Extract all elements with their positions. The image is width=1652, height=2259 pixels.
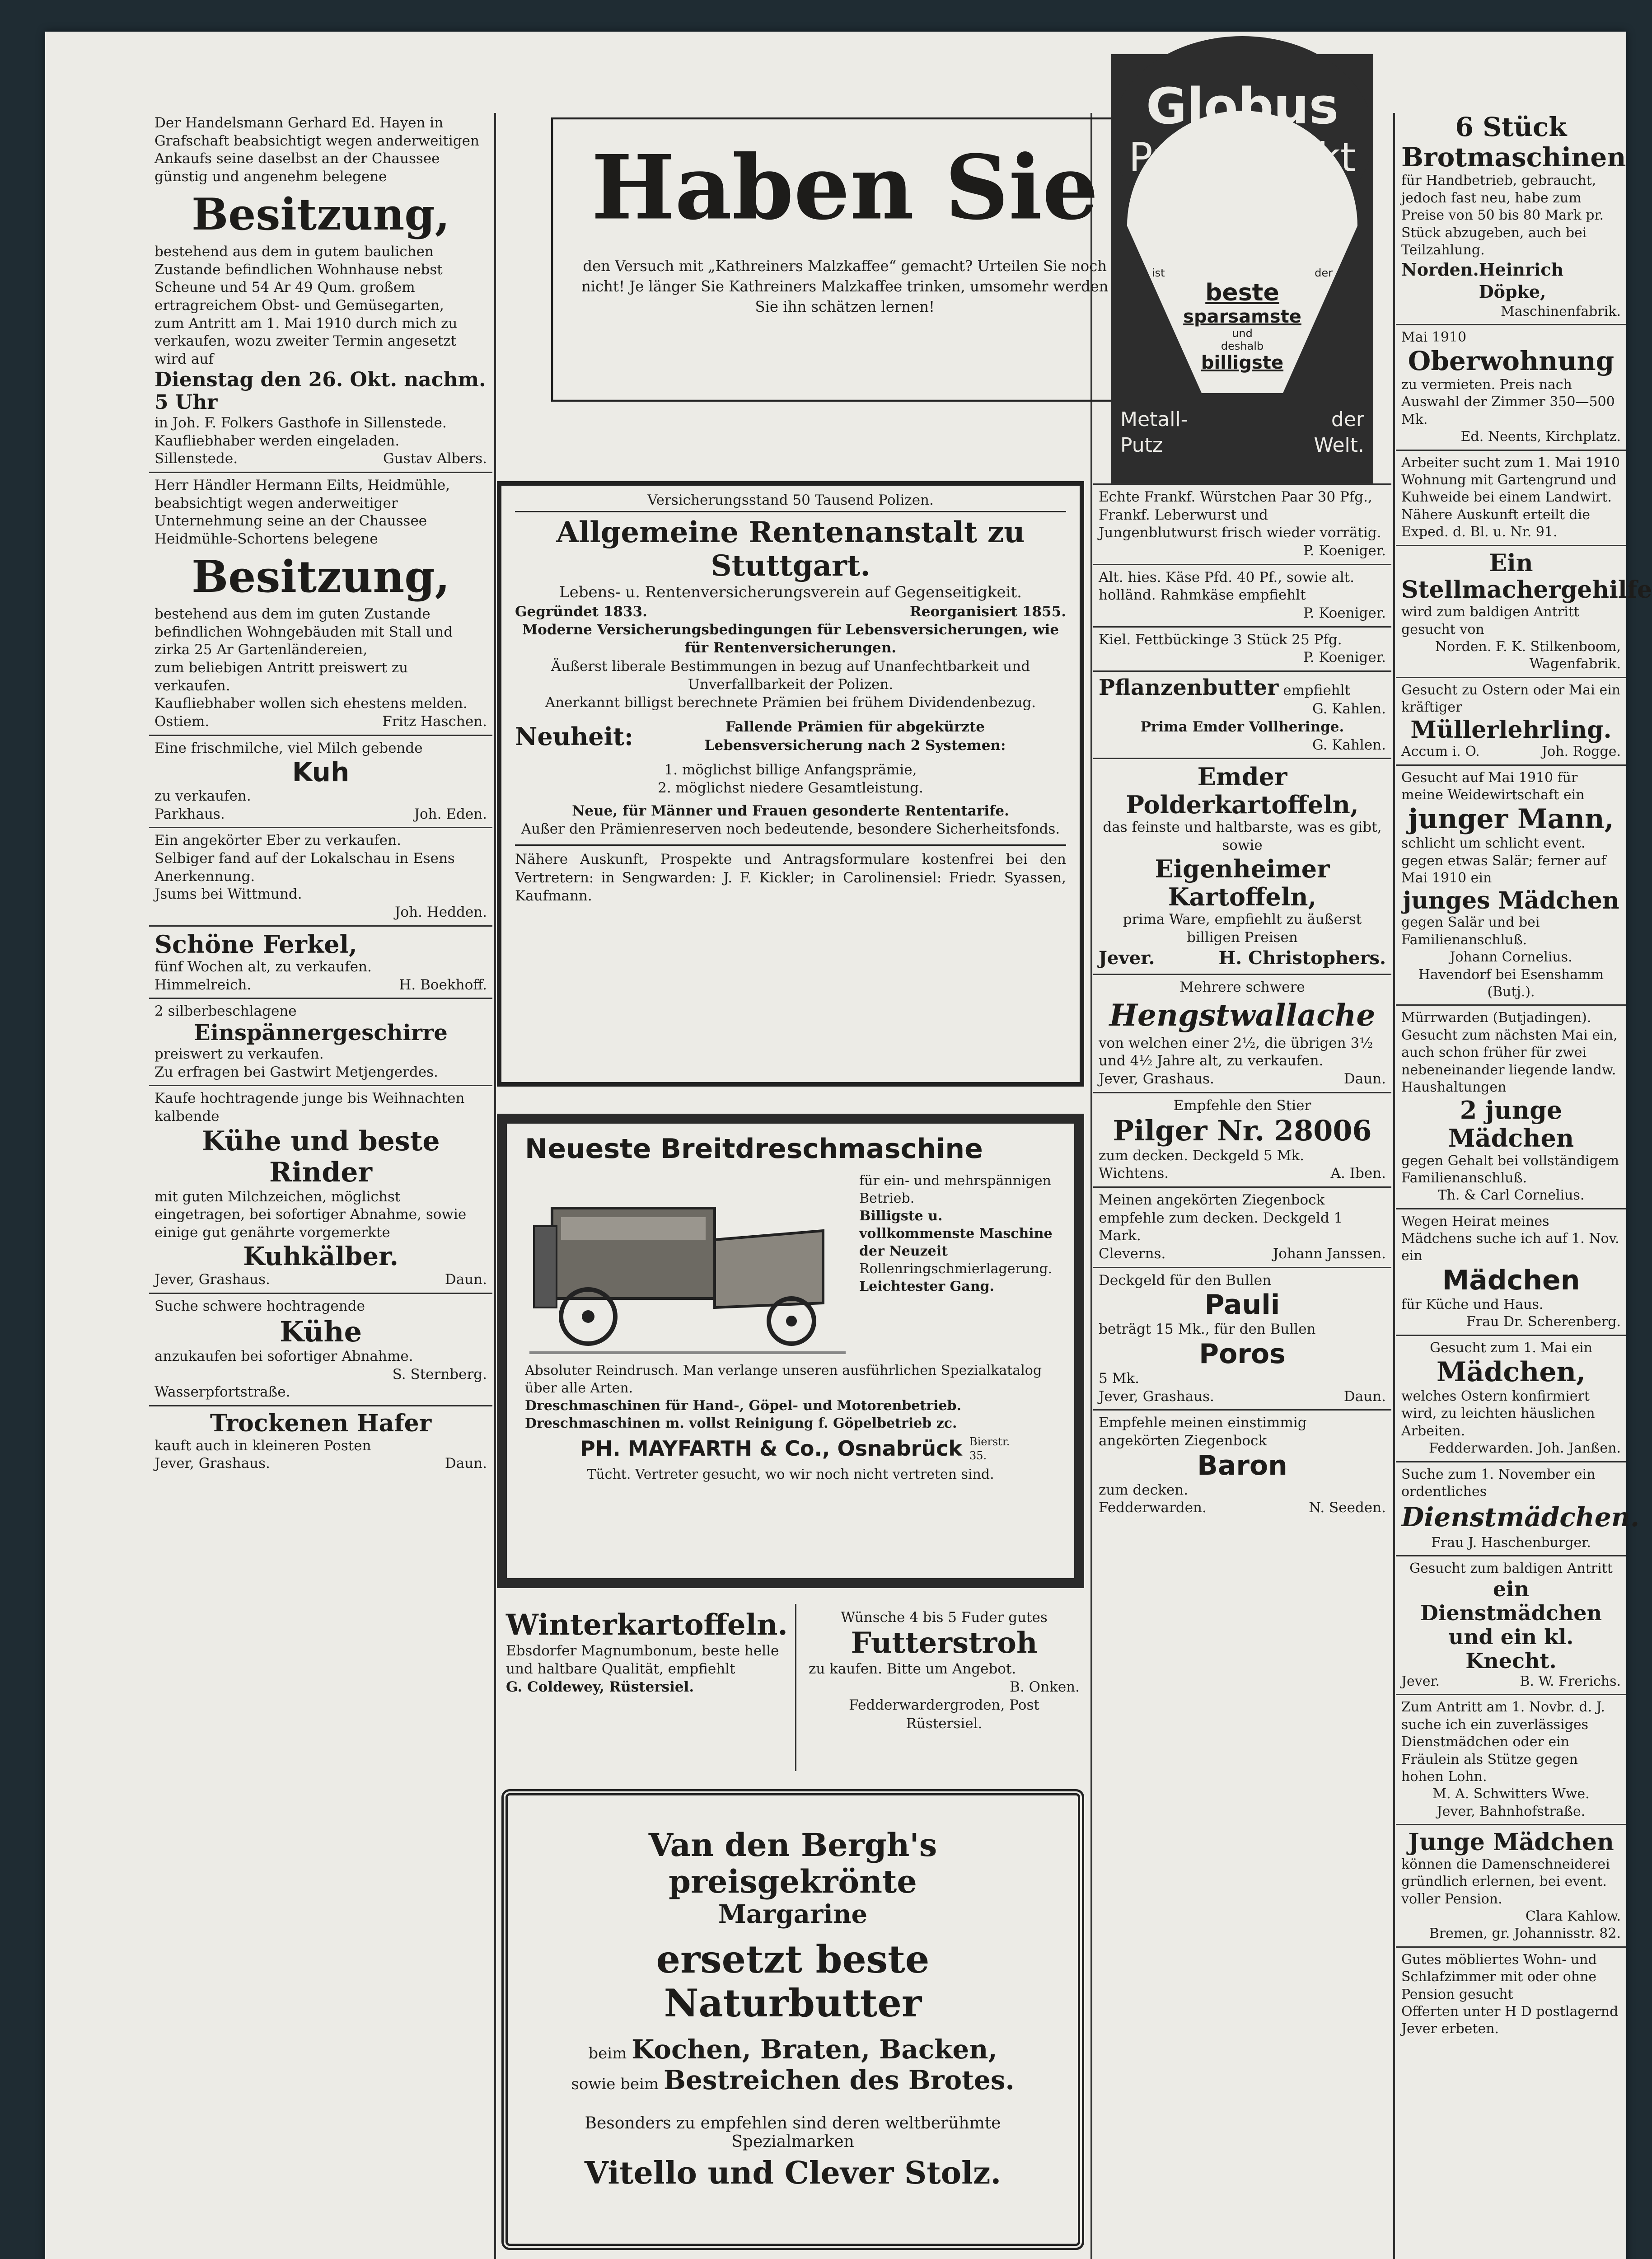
newspaper-page [45, 32, 1652, 2259]
ad-rentenanstalt: Versicherungsstand 50 Tausend Polizen. Allgemeine Rentenanstalt zu Stuttgart. Lebens- u. Rentenversicherungsverein auf Gegenseitigkeit. Gegründet 1833. Reorganisiert 1855. Moderne Versicherungsbedingungen für Lebensversicherungen, wie für Rentenversicherungen. Äußerst liberale Bestimmungen in bezug auf Unanfechtbarkeit und Unverfallbarkeit der Polizen. Anerkannt billigst berechnete Prämien bei frühem Dividendenbezug. Neuheit: Fallende Prämien für abgekürzte Lebensversicherung nach 2 Systemen: 1. möglichst billige Anfangsprämie, 2. möglichst niedere Gesamtleistung. Neue, für Männer und Frauen gesonderte Rententarife. Außer den Prämienreserven noch bedeutende, besondere Sicherheitsfonds. Nähere Auskunft, Prospekte und Antragsformulare kostenfrei bei den Vertretern: in Sengwarden: J. F. Kickler; in Carolinensiel: Friedr. Syassen, Kaufmann. [497, 481, 1084, 1087]
ad-van-den-bergh-margarine: Van den Bergh's preisgekrönte Margarine ersetzt beste Naturbutter beim Kochen, Braten, Backen, sowie beim Bestreichen des Brotes. Besonders zu empfehlen sind deren weltberühmte Spezialmarken Vitello und Clever Stolz. [501, 1789, 1084, 2250]
ad-maedchen-mai: Gesucht zum 1. Mai ein Mädchen, welches Ostern konfirmiert wird, zu leichten häuslichen Arbeiten. Fedderwarden. Joh. Janßen. [1396, 1335, 1626, 1461]
column-rule [1090, 113, 1092, 2259]
column-rule [1393, 113, 1395, 2259]
ad-besitzung-hayen: Der Handelsmann Gerhard Ed. Hayen in Grafschaft beabsichtigt wegen anderweitigen Ankaufs seine daselbst an der Chaussee günstig und angenehm belegene Besitzung, bestehend aus dem in gutem baulichen Zustande befindlichen Wohnhause nebst Scheune und 54 Ar 49 Qum. großem ertragreichem Obst- und Gemüsegarten, zum Antritt am 1. Mai 1910 durch mich zu verkaufen, wozu zweiter Termin angesetzt wird auf Dienstag den 26. Okt. nachm. 5 Uhr in Joh. F. Folkers Gasthofe in Sillenstede. Kaufliebhaber werden eingeladen. Sillenstede. Gustav Albers. [154, 115, 487, 467]
ad-besitzung-eilts: Herr Händler Hermann Eilts, Heidmühle, beabsichtigt wegen anderweitiger Unternehmung seine an der Chaussee Heidmühle-Schortens belegene Besitzung, bestehend aus dem im guten Zustande befindlichen Wohngebäuden mit Stall und zirka 25 Ar Gartenländereien, zum beliebigen Antritt preiswert zu verkaufen. Kaufliebhaber wollen sich ehestens melden. Ostiem. Fritz Haschen. [149, 472, 492, 735]
ad-stuetze: Zum Antritt am 1. Novbr. d. J. suche ich ein zuverlässiges Dienstmädchen oder ein Fräulein als Stütze gegen hohen Lohn. M. A. Schwitters Wwe. Jever, Bahnhofstraße. [1396, 1694, 1626, 1824]
heading: Besitzung, [192, 188, 450, 240]
heading: 6 Stück Brotmaschinen [1401, 112, 1626, 173]
column-4 [1396, 32, 1652, 2259]
ad-damenschneiderei: Junge Mädchen können die Damenschneiderei gründlich erlernen, bei event. voller Pension. Clara Kahlow. Bremen, gr. Johannisstr. 82. [1396, 1824, 1626, 1946]
ad-wuerstchen: Echte Frankf. Würstchen Paar 30 Pfg., Frankf. Leberwurst und Jungenblutwurst frisch wieder vorrätig. P. Koeniger. [1099, 489, 1386, 559]
ad-hafer: Trockenen Hafer kauft auch in kleineren Posten Jever, Grashaus. Daun. [149, 1405, 492, 1476]
ad-ziegenbock: Meinen angekörten Ziegenbock empfehle zum decken. Deckgeld 1 Mark. Cleverns. Johann Janssen. [1093, 1186, 1391, 1267]
heading: Van den Bergh's preisgekrönte [648, 1826, 937, 1900]
ad-dienstmaedchen: Suche zum 1. November ein ordentliches Dienstmädchen. Frau J. Haschenburger. [1396, 1461, 1626, 1555]
ad-hengstwallache: Mehrere schwere Hengstwallache von welchen einer 2½, die übrigen 3½ und 4½ Jahre alt, zu verkaufen. Jever, Grashaus. Daun. [1093, 974, 1391, 1092]
ad-eber: Ein angekörter Eber zu verkaufen. Selbiger fand auf der Lokalschau in Esens Anerkennung. Jsums bei Wittmund. Joh. Hedden. [149, 827, 492, 925]
ad-pflanzenbutter: Pflanzenbutter empfiehlt G. Kahlen. Prima Emder Vollheringe. G. Kahlen. [1093, 670, 1391, 758]
ad-dienstmaedchen-knecht: Gesucht zum baldigen Antritt ein Dienstmädchen und ein kl. Knecht. Jever. B. W. Frerichs. [1396, 1555, 1626, 1694]
ad-ferkel: Schöne Ferkel, fünf Wochen alt, zu verkaufen. Himmelreich. H. Boekhoff. [149, 925, 492, 998]
ad-fettbueckinge: Kiel. Fettbückinge 3 Stück 25 Pfg. P. Koeniger. [1093, 626, 1391, 670]
ad-winterkartoffeln: Winterkartoffeln. Ebsdorfer Magnumbonum, beste helle und haltbare Qualität, empfiehlt G. Coldewey, Rüstersiel. [506, 1608, 788, 1696]
ad-geschirre: 2 silberbeschlagene Einspännergeschirre preiswert zu verkaufen. Zu erfragen bei Gastwirt Metjengerdes. [149, 998, 492, 1085]
ad-stier-pilger: Empfehle den Stier Pilger Nr. 28006 zum decken. Deckgeld 5 Mk. Wichtens. A. Iben. [1093, 1092, 1391, 1186]
ad-kathreiner: Haben Sie den Versuch mit „Kathreiners Malzkaffee“ gemacht? Urteilen Sie noch nicht! Je länger Sie Kathreiners Malzkaffee trinken, umsomehr werden Sie ihn schätzen lernen! [551, 117, 1139, 402]
ad-breitdreschmaschine: Neueste Breitdreschmaschine für ein- und mehrspännigen Betrieb. Billigste u. vollkommenste Maschine der Neuzeit Rollenringschmierlagerung. Leichtester Gang. Absoluter Reindrusch. Man verlange unseren ausführlichen Spezialkatalog über alle Arten. Dreschmaschinen für Hand-, Göpel- und Motorenbetrieb. Dreschmaschinen m. vollst Reinigung f. Göpelbetrieb zc. PH. MAYFARTH & Co., Osnabrück Bierstr. 35. Tücht. Vertreter gesucht, wo wir noch nicht vertreten sind. [497, 1114, 1084, 1588]
ad-kuh: Eine frischmilche, viel Milch gebende Kuh zu verkaufen. Parkhaus. Joh. Eden. [149, 735, 492, 827]
heading: Allgemeine Rentenanstalt zu Stuttgart. [556, 516, 1025, 583]
ad-oberwohnung: Mai 1910 Oberwohnung zu vermieten. Preis nach Auswahl der Zimmer 350—500 Mk. Ed. Neents, Kirchplatz. [1396, 324, 1626, 450]
ad-kaese: Alt. hies. Käse Pfd. 40 Pf., sowie alt. holländ. Rahmkäse empfiehlt P. Koeniger. [1093, 564, 1391, 626]
ad-moebliertes-zimmer: Gutes möbliertes Wohn- und Schlafzimmer mit oder ohne Pension gesucht Offerten unter H D postlagernd Jever erbeten. [1396, 1946, 1626, 2042]
ad-maedchen-heirat: Wegen Heirat meines Mädchens suche ich auf 1. Nov. ein Mädchen für Küche und Haus. Frau Dr. Scherenberg. [1396, 1208, 1626, 1335]
threshing-machine-illustration [525, 1172, 850, 1362]
ad-futterstroh: Wünsche 4 bis 5 Fuder gutes Futterstroh zu kaufen. Bitte um Angebot. B. Onken. Fedderwardergroden, Post Rüstersiel. [809, 1609, 1080, 1732]
ad-muerrwarden: Mürrwarden (Butjadingen). Gesucht zum nächsten Mai ein, auch schon früher für zwei nebeneinander liegende landw. Haushaltungen 2 junge Mädchen gegen Gehalt bei vollständigem Familienanschluß. Th. & Carl Cornelius. [1396, 1004, 1626, 1208]
ad-bullen-pauli-poros: Deckgeld für den Bullen Pauli beträgt 15 Mk., für den Bullen Poros 5 Mk. Jever, Grashaus. Daun. [1093, 1267, 1391, 1410]
ad-kuehe-rinder: Kaufe hochtragende junge bis Weihnachten kalbende Kühe und beste Rinder mit guten Milchzeichen, möglichst eingetragen, bei sofortiger Abnahme, sowie einige gut genährte vorgemerkte Kuhkälber. Jever, Grashaus. Daun. [149, 1085, 492, 1292]
column-1 [149, 32, 492, 2259]
ad-arbeiter-wohnung: Arbeiter sucht zum 1. Mai 1910 Wohnung mit Gartengrund und Kuhweide bei einem Landwirt. Nähere Auskunft erteilt die Exped. d. Bl. u. Nr. 91. [1396, 450, 1626, 545]
ad-globus-putzextrakt: Globus Putzextrakt ist der beste sparsamste und deshalb billigste Metall- der Putz Welt. [1093, 32, 1391, 483]
ad-kuehe-sternberg: Suche schwere hochtragende Kühe anzukaufen bei sofortiger Abnahme. S. Sternberg. Wasserpfortstraße. [149, 1293, 492, 1405]
ad-stellmachergehilfe: Ein Stellmachergehilfe wird zum baldigen Antritt gesucht von Norden. F. K. Stilkenboom, Wagenfabrik. [1396, 545, 1626, 677]
rule [795, 1604, 796, 1771]
heading: Besitzung, [192, 551, 450, 602]
ad-ziegenbock-baron: Empfehle meinen einstimmig angekörten Ziegenbock Baron zum decken. Fedderwarden. N. Seeden. [1093, 1409, 1391, 1521]
ad-polderkartoffeln: Emder Polderkartoffeln, das feinste und haltbarste, was es gibt, sowie Eigenheimer Kartoffeln, prima Ware, empfiehlt zu äußerst billigen Preisen Jever. H. Christophers. [1093, 758, 1391, 973]
heading: Neueste Breitdreschmaschine [525, 1133, 983, 1165]
heading: Haben Sie [591, 136, 1099, 240]
ad-brotmaschinen: 6 Stück Brotmaschinen für Handbetrieb, gebraucht, jedoch fast neu, habe zum Preise von 50 bis 80 Mark pr. Stück abzugeben, auch bei Teilzahlung. Norden. Heinrich Döpke, Maschinenfabrik. [1401, 112, 1626, 319]
column-rule [494, 113, 496, 2259]
ad-muellerlehrling: Gesucht zu Ostern oder Mai ein kräftiger Müllerlehrling. Accum i. O. Joh. Rogge. [1396, 677, 1626, 764]
ad-junger-mann: Gesucht auf Mai 1910 für meine Weidewirtschaft ein junger Mann, schlicht um schlicht event. gegen etwas Salär; ferner auf Mai 1910 ein junges Mädchen gegen Salär und bei Familienanschluß. Johann Cornelius. Havendorf bei Esenshamm (Butj.). [1396, 764, 1626, 1005]
column-2 [497, 32, 1109, 2259]
column-3 [1093, 32, 1391, 2259]
